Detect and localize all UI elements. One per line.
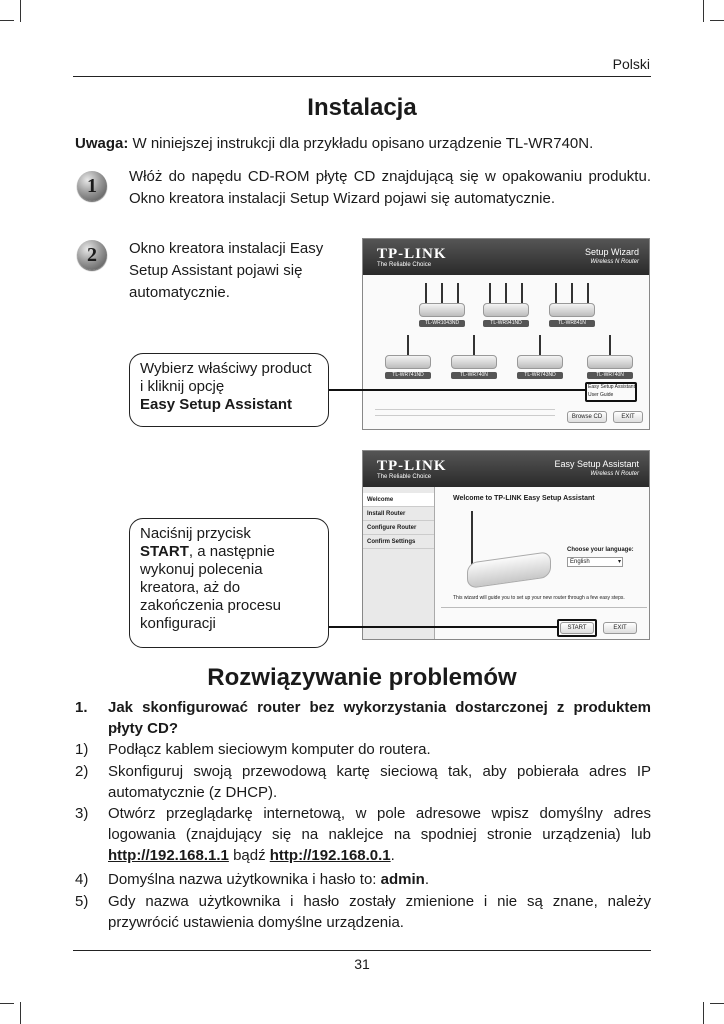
- router-icon: [587, 355, 633, 369]
- answer-2-text: Skonfiguruj swoją przewodową kartę sieciową tak, aby pobierała adres IP automatycznie (z DHCP).: [108, 763, 651, 801]
- language-value: English: [570, 559, 590, 565]
- crop-mark: [0, 20, 14, 21]
- answer-1-number: 1): [75, 741, 89, 758]
- start-button[interactable]: START: [560, 622, 594, 634]
- exit-button[interactable]: EXIT: [603, 622, 637, 634]
- setup-wizard-screenshot: [362, 238, 650, 430]
- answer-4-number: 4): [75, 871, 89, 888]
- antenna-icon: [555, 283, 557, 305]
- answer-3-text: [108, 803, 651, 866]
- router-icon: [467, 551, 551, 589]
- note-line: [375, 415, 555, 416]
- question-1-number: 1.: [75, 699, 88, 716]
- answer-4-end: .: [424, 871, 429, 888]
- antenna-icon: [425, 283, 427, 305]
- router-image: [463, 511, 553, 591]
- popup-item-easy-setup[interactable]: Easy Setup Assistant: [588, 384, 635, 390]
- router-icon: [483, 303, 529, 317]
- nav-configure-router[interactable]: Configure Router: [363, 521, 434, 535]
- callout-1-bold: Easy Setup Assistant: [140, 396, 292, 413]
- router-option[interactable]: [447, 335, 503, 379]
- install-title: Instalacja: [307, 94, 417, 121]
- router-option[interactable]: [415, 283, 471, 329]
- router-label: TL-WR941ND: [483, 320, 529, 327]
- router-label: TL-WR743ND: [517, 372, 563, 379]
- router-label: TL-WR1043ND: [419, 320, 465, 327]
- step-1-badge: 1: [77, 171, 107, 201]
- antenna-icon: [521, 283, 523, 305]
- popup-item-user-guide[interactable]: User Guide: [588, 392, 614, 398]
- crop-mark: [710, 20, 724, 21]
- answer-1-text: Podłącz kablem sieciowym komputer do routera.: [108, 741, 431, 758]
- antenna-icon: [489, 283, 491, 305]
- easy-setup-screenshot: [362, 450, 650, 640]
- step-1-text: Włóż do napędu CD-ROM płytę CD znajdującą się w opakowaniu produktu. Okno kreatora instalacji Setup Wizard pojawi się automatycznie.: [129, 168, 651, 207]
- answer-5-number: 5): [75, 893, 89, 910]
- header-rule: [73, 76, 651, 77]
- login-link-1[interactable]: http://192.168.1.1: [108, 847, 229, 864]
- answer-5-text: Gdy nazwa użytkownika i hasło zostały zmienione i nie są znane, należy przywrócić ustawienia domyślne urządzenia.: [108, 893, 651, 931]
- antenna-icon: [457, 283, 459, 305]
- easy-setup-header: [363, 451, 649, 487]
- note-label: Uwaga:: [75, 135, 129, 152]
- easy-setup-subtitle: Wireless N Router: [590, 471, 639, 477]
- welcome-heading: Welcome to TP-LINK Easy Setup Assistant: [453, 495, 595, 502]
- tplink-logo: TP-LINK: [377, 246, 447, 262]
- install-note: [75, 135, 593, 152]
- tplink-tagline: The Reliable Choice: [377, 474, 432, 480]
- language-label: Choose your language:: [567, 547, 634, 553]
- router-option[interactable]: [381, 335, 437, 379]
- callout-2-rest: , a następnie wykonuj polecenia kreatora, aż do zakończenia procesu konfiguracji: [140, 543, 281, 632]
- callout-2-connector: [329, 626, 557, 628]
- router-icon: [517, 355, 563, 369]
- answer-5: [75, 891, 651, 933]
- router-label: TL-WR740N: [587, 372, 633, 379]
- answer-2: [75, 761, 651, 803]
- router-icon: [451, 355, 497, 369]
- router-label: TL-WR841N: [549, 320, 595, 327]
- guide-line: [441, 607, 647, 608]
- login-link-2[interactable]: http://192.168.0.1: [269, 847, 391, 864]
- note-text: W niniejszej instrukcji dla przykładu opisano urządzenie TL-WR740N.: [132, 135, 594, 152]
- callout-1-text: Wybierz właściwy product i kliknij opcję: [140, 360, 312, 395]
- troubleshooting-title: Rozwiązywanie problemów: [207, 664, 517, 691]
- antenna-icon: [505, 283, 507, 305]
- nav-install-router[interactable]: Install Router: [363, 507, 434, 521]
- antenna-icon: [587, 283, 589, 305]
- note-line: [375, 409, 555, 410]
- crop-mark: [20, 0, 21, 22]
- setup-wizard-subtitle: Wireless N Router: [590, 259, 639, 265]
- crop-mark: [710, 1003, 724, 1004]
- router-label: TL-WR740N: [451, 372, 497, 379]
- setup-wizard-header: [363, 239, 649, 275]
- easy-setup-title: Easy Setup Assistant: [554, 459, 639, 469]
- chevron-down-icon: ▾: [617, 559, 621, 565]
- antenna-icon: [571, 283, 573, 305]
- router-option[interactable]: [545, 283, 601, 329]
- default-credentials: admin: [380, 871, 425, 888]
- crop-mark: [703, 1002, 704, 1024]
- callout-2-bold: START: [140, 543, 189, 560]
- router-option[interactable]: [479, 283, 535, 329]
- callout-press-start: [129, 518, 329, 648]
- crop-mark: [0, 1003, 14, 1004]
- page-number: 31: [354, 956, 370, 972]
- antenna-icon: [407, 335, 409, 357]
- tplink-tagline: The Reliable Choice: [377, 262, 432, 268]
- browse-cd-button[interactable]: Browse CD: [567, 411, 607, 423]
- answer-4-text: [108, 869, 651, 890]
- antenna-icon: [473, 335, 475, 357]
- router-icon: [549, 303, 595, 317]
- antenna-icon: [539, 335, 541, 357]
- step-2-text: Okno kreatora instalacji Easy Setup Assistant pojawi się automatycznie.: [129, 240, 324, 301]
- router-icon: [419, 303, 465, 317]
- callout-select-product: [129, 353, 329, 427]
- router-option[interactable]: [583, 335, 639, 379]
- easy-setup-sidebar: [363, 487, 435, 639]
- nav-welcome[interactable]: Welcome: [363, 493, 434, 507]
- answer-4-body: Domyślna nazwa użytkownika i hasło to:: [108, 871, 377, 888]
- question-1-text: Jak skonfigurować router bez wykorzystania dostarczonej z produktem płyty CD?: [108, 699, 651, 737]
- setup-wizard-title: Setup Wizard: [584, 247, 639, 257]
- answer-3: [75, 803, 651, 866]
- answer-3-end: .: [390, 847, 395, 864]
- exit-button[interactable]: EXIT: [613, 411, 643, 423]
- guide-text: This wizard will guide you to set up your new router through a few easy steps.: [453, 595, 625, 601]
- crop-mark: [20, 1002, 21, 1024]
- answer-1: [75, 739, 651, 760]
- nav-confirm-settings[interactable]: Confirm Settings: [363, 535, 434, 549]
- answer-4: [75, 869, 651, 890]
- footer-rule: [73, 950, 651, 951]
- tplink-logo: TP-LINK: [377, 458, 447, 474]
- callout-1-connector: [329, 389, 585, 391]
- router-option[interactable]: [513, 335, 569, 379]
- antenna-icon: [609, 335, 611, 357]
- answer-3-number: 3): [75, 805, 89, 822]
- step-2-badge: 2: [77, 240, 107, 270]
- crop-mark: [703, 0, 704, 22]
- answer-3-body: Otwórz przeglądarkę internetową, w pole adresowe wpisz domyślny adres logowania (znajdujący się na naklejce na spodniej stronie urządzenia) lub: [108, 805, 651, 843]
- question-1: [75, 697, 651, 739]
- callout-2-start: Naciśnij przycisk: [140, 525, 251, 542]
- answer-3-mid: bądź: [233, 847, 266, 864]
- answer-2-number: 2): [75, 763, 89, 780]
- language-select[interactable]: [567, 557, 623, 567]
- language-label: Polski: [612, 56, 650, 72]
- router-label: TL-WR741ND: [385, 372, 431, 379]
- antenna-icon: [441, 283, 443, 305]
- antenna-icon: [471, 511, 473, 569]
- router-icon: [385, 355, 431, 369]
